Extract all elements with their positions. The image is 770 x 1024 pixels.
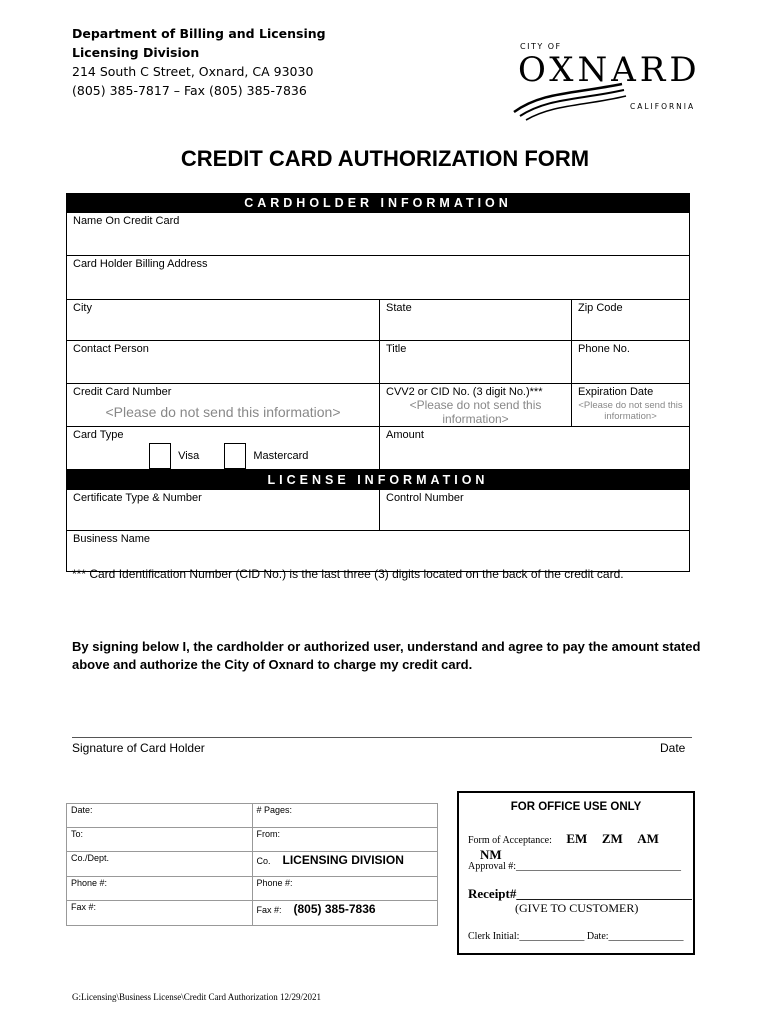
fax-co-cell [252,852,438,877]
business-name-label: Business Name [73,533,151,545]
title-label: Title [386,343,407,355]
phone-label: Phone No. [578,343,630,355]
expiration-label: Expiration Date [578,386,654,398]
amount-field[interactable] [379,427,689,469]
fax-phone2-label: Phone #: [256,878,293,888]
division-name: Licensing Division [72,45,200,60]
cvv-field[interactable] [379,384,571,426]
card-number-field[interactable] [67,384,379,426]
zip-field[interactable] [571,300,689,340]
name-row [66,213,690,256]
expiration-field[interactable] [571,384,689,426]
fax-fax-cell[interactable] [67,901,253,926]
card-number-placeholder: <Please do not send this information> [105,404,341,420]
card-number-label: Credit Card Number [73,386,172,398]
fax-co-dept-label: Co./Dept. [71,853,110,863]
authorization-statement: By signing below I, the cardholder or authorized user, understand and agree to pay the amount stated above and authorize the City of Oxnard to charge my credit card. [72,639,701,672]
fax-co-label: Co. [256,856,271,866]
fax-co-dept-cell[interactable] [67,852,253,877]
card-number-row [66,384,690,427]
fax-to-cell[interactable] [67,828,253,852]
acceptance-row [468,831,693,863]
department-header [72,24,326,100]
cid-note: *** Card Identification Number (CID No.) is the last three (3) digits located on the back of the credit card. [72,567,624,581]
card-type-field [67,427,379,469]
license-row [66,490,690,531]
city-row [66,300,690,341]
contact-row [66,341,690,384]
billing-address-field[interactable] [67,256,689,299]
city-label: City [73,302,92,314]
fax-fax2-label: Fax #: [256,905,282,915]
department-phone: (805) 385-7817 – Fax (805) 385-7836 [72,83,307,98]
fax-co-value: LICENSING DIVISION [282,853,404,867]
logo-state: CALIFORNIA [630,102,696,111]
fax-fax2-cell [252,901,438,926]
visa-checkbox[interactable] [149,443,171,469]
name-on-card-field[interactable] [67,213,689,255]
authorization-form [66,193,690,572]
fax-date-cell[interactable] [67,804,253,828]
clerk-initial-field[interactable]: Clerk Initial:_____________ Date:_______________ [468,931,684,942]
card-type-label: Card Type [73,429,124,441]
department-address: 214 South C Street, Oxnard, CA 93030 [72,64,314,79]
fax-from-label: From: [256,829,280,839]
cvv-label: CVV2 or CID No. (3 digit No.)*** [386,386,543,398]
license-band: LICENSE INFORMATION [66,470,690,490]
cardholder-band: CARDHOLDER INFORMATION [66,193,690,213]
give-to-customer-note: (GIVE TO CUSTOMER) [515,901,639,915]
city-field[interactable] [67,300,379,340]
billing-row [66,256,690,300]
signature-line[interactable] [72,737,692,738]
fax-phone2-cell[interactable] [252,877,438,901]
contact-person-field[interactable] [67,341,379,383]
business-name-field[interactable] [67,531,689,571]
acceptance-zm[interactable]: ZM [601,831,623,846]
amount-label: Amount [386,429,424,441]
phone-field[interactable] [571,341,689,383]
logo-waves-icon [512,82,632,122]
mastercard-checkbox[interactable] [224,443,246,469]
acceptance-am[interactable]: AM [637,831,659,846]
control-number-field[interactable] [379,490,689,530]
fax-phone-cell[interactable] [67,877,253,901]
fax-cover-table [66,803,438,926]
acceptance-nm[interactable]: NM [480,847,502,862]
office-use-box [457,791,695,955]
form-title: CREDIT CARD AUTHORIZATION FORM [180,146,590,171]
approval-field[interactable]: Approval #:_________________________________ [468,861,682,872]
office-use-heading: FOR OFFICE USE ONLY [510,801,642,813]
file-path-footer: G:Licensing\Business License\Credit Card Authorization 12/29/2021 [72,992,321,1002]
state-label: State [386,302,412,314]
state-field[interactable] [379,300,571,340]
fax-pages-label: # Pages: [256,805,293,815]
fax-number-value: (805) 385-7836 [293,902,376,916]
billing-address-label: Card Holder Billing Address [73,258,208,270]
logo-city-of: CITY OF [520,42,562,51]
acceptance-em[interactable]: EM [566,831,588,846]
control-number-label: Control Number [386,492,464,504]
zip-label: Zip Code [578,302,623,314]
contact-person-label: Contact Person [73,343,149,355]
title-field[interactable] [379,341,571,383]
fax-from-cell[interactable] [252,828,438,852]
expiration-placeholder: <Please do not send this information> [578,400,683,422]
department-name: Department of Billing and Licensing [72,26,326,41]
fax-pages-cell[interactable] [252,804,438,828]
visa-label: Visa [178,449,200,462]
mastercard-label: Mastercard [253,449,309,462]
receipt-field[interactable]: Receipt#___________________________ [468,886,692,901]
signature-label: Signature of Card Holder [72,741,205,755]
fax-to-label: To: [71,829,84,839]
business-row [66,531,690,572]
certificate-label: Certificate Type & Number [73,492,202,504]
city-logo [512,42,727,122]
fax-fax-label: Fax #: [71,902,97,912]
acceptance-label: Form of Acceptance: [468,835,552,846]
certificate-field[interactable] [67,490,379,530]
fax-date-label: Date: [71,805,93,815]
cvv-placeholder: <Please do not send this information> [409,398,542,426]
fax-phone-label: Phone #: [71,878,108,888]
signature-date-label: Date [660,741,686,755]
name-on-card-label: Name On Credit Card [73,215,180,227]
logo-name: OXNARD [518,50,701,90]
card-type-row [66,427,690,470]
